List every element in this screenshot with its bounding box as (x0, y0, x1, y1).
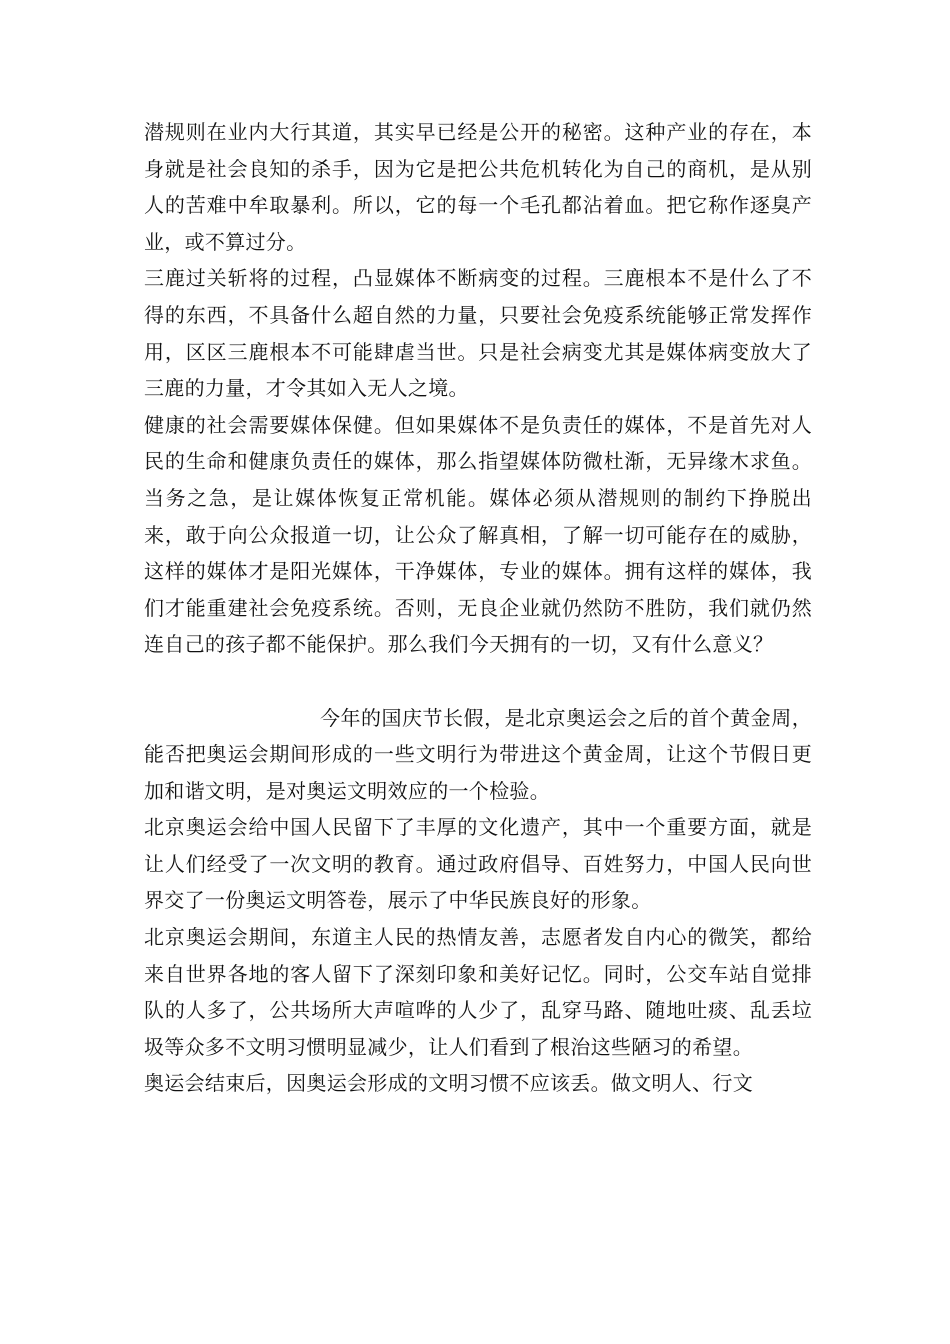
document-body (144, 114, 812, 1102)
paragraph-media-health: 健康的社会需要媒体保健。但如果媒体不是负责任的媒体，不是首先对人民的生命和健康负责任的媒体，那么指望媒体防微杜渐，无异缘木求鱼。当务之急，是让媒体恢复正常机能。媒体必须从潜规则的制约下挣脱出来，敢于向公众报道一切，让公众了解真相，了解一切可能存在的威胁，这样的媒体才是阳光媒体，干净媒体，专业的媒体。拥有这样的媒体，我们才能重建社会免疫系统。否则，无良企业就仍然防不胜防，我们就仍然连自己的孩子都不能保护。那么我们今天拥有的一切，又有什么意义？ (144, 412, 812, 657)
paragraph-hidden-rules: 潜规则在业内大行其道，其实早已经是公开的秘密。这种产业的存在，本身就是社会良知的杀手，因为它是把公共危机转化为自己的商机，是从别人的苦难中牟取暴利。所以，它的每一个毛孔都沾着血。把它称作逐臭产业，或不算过分。 (144, 120, 812, 254)
paragraph-olympic-legacy: 北京奥运会给中国人民留下了丰厚的文化遗产，其中一个重要方面，就是让人们经受了一次文明的教育。通过政府倡导、百姓努力，中国人民向世界交了一份奥运文明答卷，展示了中华民族良好的形象。 (144, 815, 812, 913)
section-spacer (144, 663, 812, 700)
paragraph-sanlu-media: 三鹿过关斩将的过程，凸显媒体不断病变的过程。三鹿根本不是什么了不得的东西，不具备什么超自然的力量，只要社会免疫系统能够正常发挥作用，区区三鹿根本不可能肆虐当世。只是社会病变尤其是媒体病变放大了三鹿的力量，才令其如入无人之境。 (144, 266, 812, 401)
paragraph-olympic-period: 北京奥运会期间，东道主人民的热情友善，志愿者发自内心的微笑，都给来自世界各地的客人留下了深刻印象和美好记忆。同时，公交车站自觉排队的人多了，公共场所大声喧哗的人少了，乱穿马路、随地吐痰、乱丢垃圾等众多不文明习惯明显减少，让人们看到了根治这些陋习的希望。 (144, 925, 812, 1059)
paragraph-national-day: 今年的国庆节长假，是北京奥运会之后的首个黄金周，能否把奥运会期间形成的一些文明行为带进这个黄金周，让这个节假日更加和谐文明，是对奥运文明效应的一个检验。 (144, 705, 812, 803)
paragraph-after-olympics: 奥运会结束后，因奥运会形成的文明习惯不应该丢。做文明人、行文 (144, 1071, 753, 1096)
